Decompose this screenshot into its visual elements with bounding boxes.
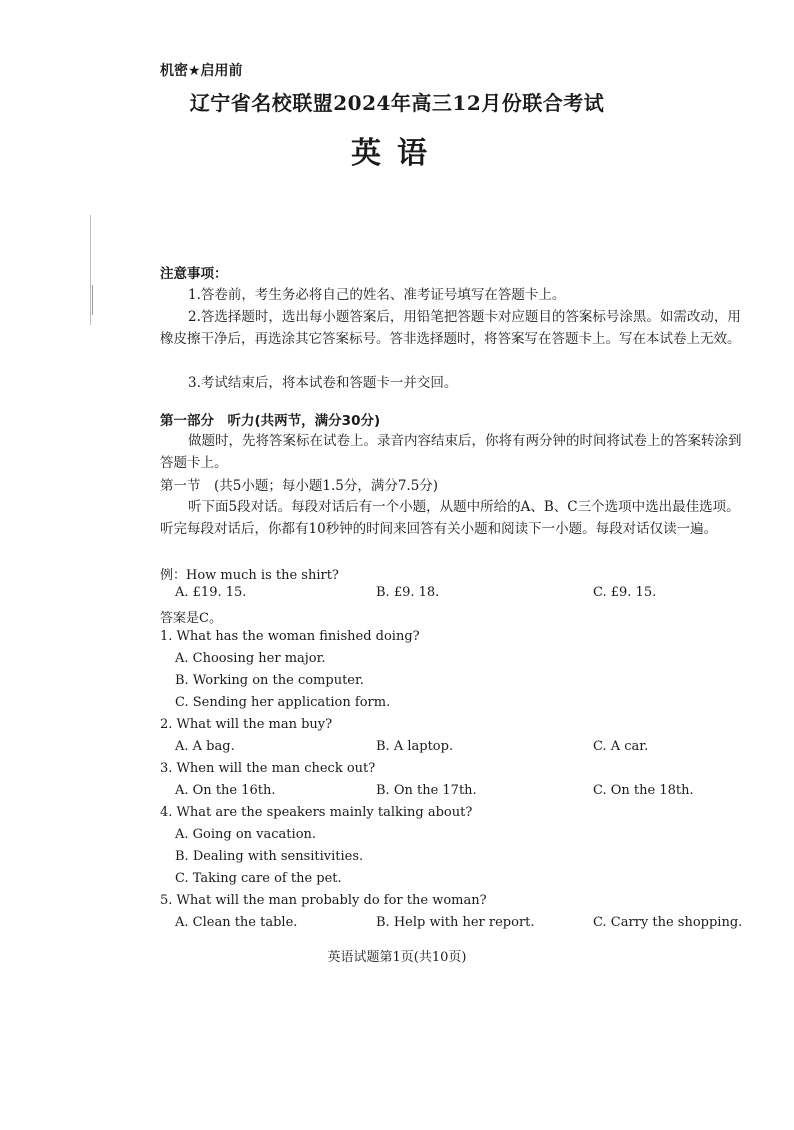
- question-4-stem: 4. What are the speakers mainly talking about?: [160, 805, 473, 820]
- question-3-option-a: A. On the 16th.: [175, 783, 276, 798]
- exam-title: 辽宁省名校联盟2024年高三12月份联合考试: [189, 91, 605, 115]
- example-option-b: B. £9. 18.: [376, 585, 440, 600]
- part1-intro: 做题时，先将答案标在试卷上。录音内容结束后，你将有两分钟的时间将试卷上的答案转涂到答题卡上。: [160, 433, 742, 471]
- question-5-option-b: B. Help with her report.: [376, 915, 535, 930]
- question-4-option-a: A. Going on vacation.: [175, 827, 317, 842]
- question-2-option-b: B. A laptop.: [376, 739, 454, 754]
- subject-title: 英语: [351, 136, 443, 171]
- question-1-option-c: C. Sending her application form.: [175, 695, 391, 710]
- binding-mark: [92, 285, 93, 315]
- section1-intro: 听下面5段对话。每段对话后有一个小题，从题中所给的A、B、C三个选项中选出最佳选项。听完每段对话后，你都有10秒钟的时间来回答有关小题和阅读下一小题。每段对话仅读一遍。: [160, 499, 740, 537]
- question-3-option-b: B. On the 17th.: [376, 783, 477, 798]
- question-2-option-c: C. A car.: [593, 739, 649, 754]
- question-5-option-c: C. Carry the shopping.: [593, 915, 743, 930]
- question-1-option-b: B. Working on the computer.: [175, 673, 364, 688]
- example-option-a: A. £19. 15.: [175, 585, 247, 600]
- question-3-stem: 3. When will the man check out?: [160, 761, 376, 776]
- question-5-option-a: A. Clean the table.: [175, 915, 298, 930]
- question-1-stem: 1. What has the woman finished doing?: [160, 629, 420, 644]
- example-answer: 答案是C。: [160, 611, 222, 626]
- section1-heading: 第一节 (共5小题；每小题1.5分，满分7.5分): [160, 478, 439, 494]
- notes-item-3: 3.考试结束后，将本试卷和答题卡一并交回。: [188, 375, 458, 391]
- question-1-option-a: A. Choosing her major.: [175, 651, 326, 666]
- confidential-label: 机密★启用前: [160, 63, 243, 79]
- example-question: 例：How much is the shirt?: [160, 568, 339, 583]
- notes-item-1: 1.答卷前，考生务必将自己的姓名、准考证号填写在答题卡上。: [188, 287, 566, 303]
- notes-heading: 注意事项：: [160, 266, 228, 282]
- question-2-option-a: A. A bag.: [175, 739, 235, 754]
- page-footer: 英语试题第1页(共10页): [327, 950, 467, 965]
- question-5-stem: 5. What will the man probably do for the woman?: [160, 893, 487, 908]
- example-option-c: C. £9. 15.: [593, 585, 657, 600]
- notes-item-2: 2.答选择题时，选出每小题答案后，用铅笔把答题卡对应题目的答案标号涂黑。如需改动，用橡皮擦干净后，再选涂其它答案标号。答非选择题时，将答案写在答题卡上。写在本试卷上无效。: [160, 309, 741, 347]
- question-2-stem: 2. What will the man buy?: [160, 717, 333, 732]
- question-3-option-c: C. On the 18th.: [593, 783, 694, 798]
- question-4-option-b: B. Dealing with sensitivities.: [175, 849, 364, 864]
- binding-line: [90, 215, 91, 325]
- part1-heading: 第一部分 听力(共两节，满分30分): [160, 413, 381, 429]
- question-4-option-c: C. Taking care of the pet.: [175, 871, 342, 886]
